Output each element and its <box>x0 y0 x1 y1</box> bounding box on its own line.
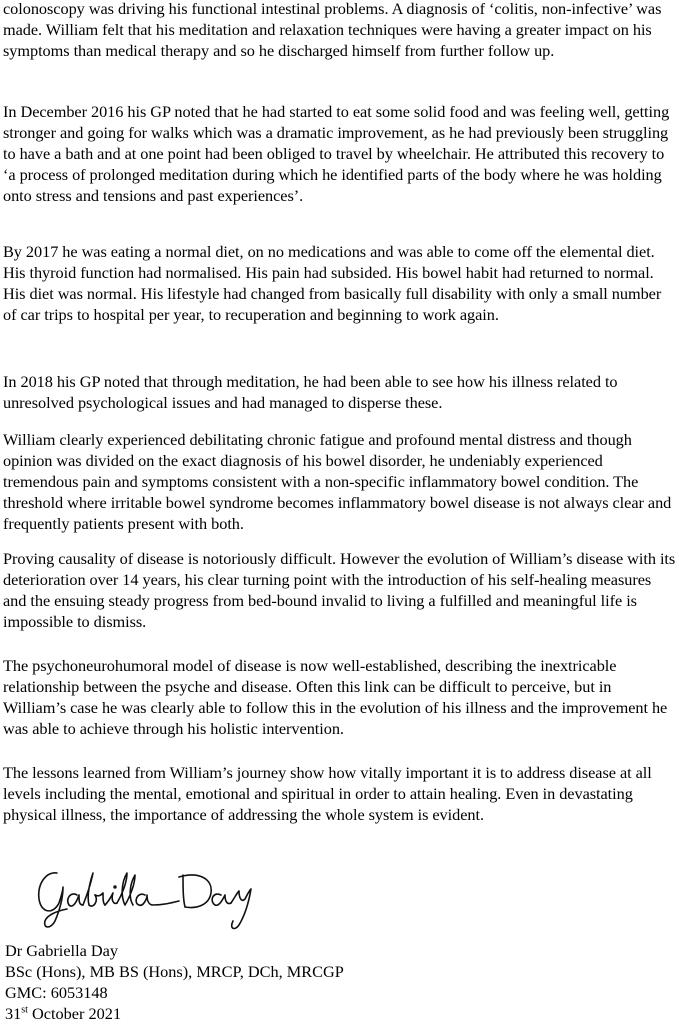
paragraph-causality: Proving causality of disease is notoriously difficult. However the evolution of William’s disease with its deterioration over 14 years, his clear turning point with the introduction of his self-healing measures and the ensuing steady progress from bed-bound invalid to living a fulfilled and meaningful life is impossible to dismiss. <box>3 549 676 631</box>
date-month-year: October 2021 <box>27 1003 122 1023</box>
signature-block <box>5 941 344 1025</box>
handwritten-signature <box>33 865 258 931</box>
date-suffix: st <box>21 1004 28 1016</box>
signatory-name: Dr Gabriella Day <box>5 941 119 960</box>
paragraph-december-2016: In December 2016 his GP noted that he had started to eat some solid food and was feeling well, getting stronger and going for walks which was a dramatic improvement, as he had previously been struggling to have a bath and at one point had been obliged to travel by wheelchair. He attributed this recovery to ‘a process of prolonged meditation during which he identified parts of the body where he was holding onto stress and tensions and past experiences’. <box>3 102 670 205</box>
paragraph-2017-recovery: By 2017 he was eating a normal diet, on no medications and was able to come off the elemental diet. His thyroid function had normalised. His pain had subsided. His bowel habit had returned to normal. His diet was normal. His lifestyle had changed from basically full disability with only a small number of car trips to hospital per year, to recuperation and beginning to work again. <box>3 242 662 324</box>
date-day: 31 <box>5 1003 22 1023</box>
letter-date <box>5 1004 344 1025</box>
paragraph-fatigue-distress: William clearly experienced debilitating chronic fatigue and profound mental distress and though opinion was divided on the exact diagnosis of his bowel disorder, he undeniably experienced tremendous pain and symptoms consistent with a non-specific inflammatory bowel condition. The threshold where irritable bowel syndrome becomes inflammatory bowel disease is not always clear and frequently patients present with both. <box>3 430 672 533</box>
paragraph-colitis-diagnosis: colonoscopy was driving his functional intestinal problems. A diagnosis of ‘colitis, non-infective’ was made. William felt that his meditation and relaxation techniques were having a greater impact on his symptoms than medical therapy and so he discharged himself from further follow up. <box>3 0 662 60</box>
signatory-qualifications: BSc (Hons), MB BS (Hons), MRCP, DCh, MRCGP <box>5 961 344 981</box>
paragraph-lessons-learned: The lessons learned from William’s journey show how vitally important it is to address disease at all levels including the mental, emotional and spiritual in order to attain healing. Even in devastating physical illness, the importance of addressing the whole system is evident. <box>3 763 652 824</box>
gmc-number: GMC: 6053148 <box>5 982 108 1002</box>
paragraph-psychoneurohumoral: The psychoneurohumoral model of disease is now well-established, describing the inextricable relationship between the psyche and disease. Often this link can be difficult to perceive, but in William’s case he was clearly able to follow this in the evolution of his illness and the improvement he was able to achieve through his holistic intervention. <box>3 656 668 738</box>
paragraph-2018-meditation: In 2018 his GP noted that through meditation, he had been able to see how his illness related to unresolved psychological issues and had managed to disperse these. <box>3 372 618 412</box>
